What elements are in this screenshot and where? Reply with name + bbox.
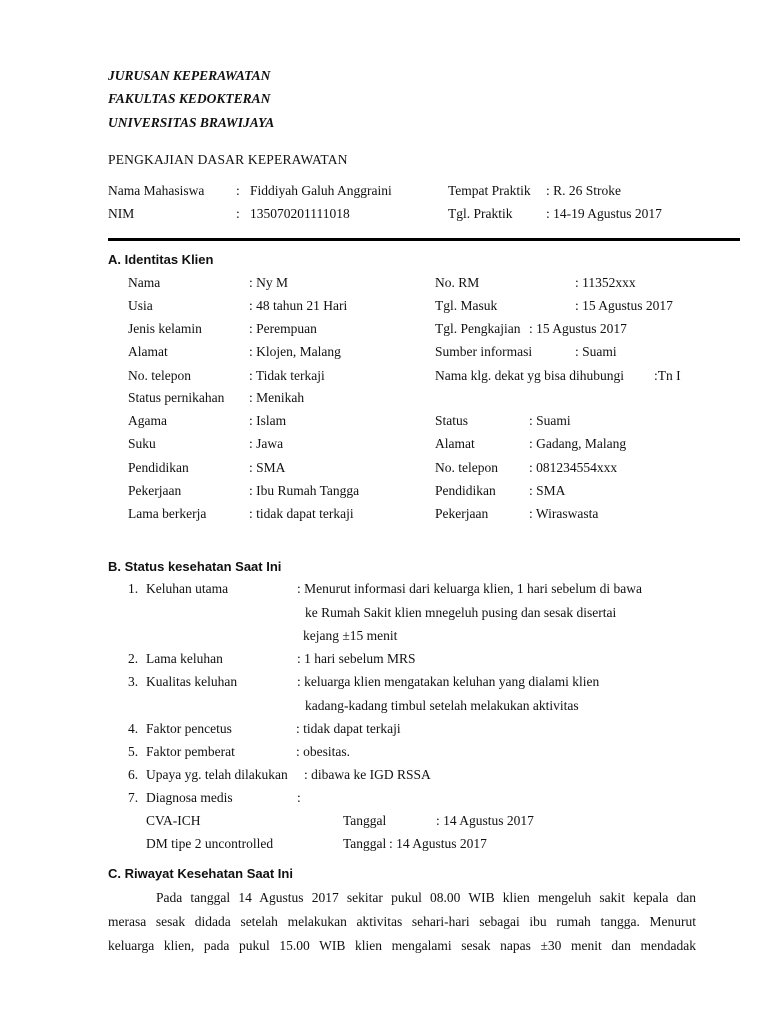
section-a-title: A. Identitas Klien	[108, 252, 214, 267]
field-value: : Menikah	[249, 390, 305, 405]
practice-place-value: : R. 26 Stroke	[546, 183, 622, 198]
field-label: Jenis kelamin	[128, 321, 202, 336]
field-label: Agama	[128, 413, 167, 428]
student-name-label: Nama Mahasiswa	[108, 183, 205, 198]
nim-value: 135070201111018	[250, 206, 350, 221]
item-value: kadang-kadang timbul setelah melakukan aktivitas	[305, 698, 579, 713]
field-label: Status pernikahan	[128, 390, 225, 405]
paragraph-line: Pada tanggal 14 Agustus 2017 sekitar pukul 08.00 WIB klien mengeluh sakit kepala dan	[156, 890, 696, 905]
diagnosis-name: CVA-ICH	[146, 813, 201, 828]
diagnosis-date-label: Tanggal	[343, 813, 387, 828]
field-value: : Ny M	[249, 275, 289, 290]
student-name-sep: :	[236, 183, 240, 198]
item-label: Kualitas keluhan	[146, 674, 238, 689]
paragraph-line: merasa sesak didada setelah melakukan aktivitas sehari-hari sebagai ibu rumah tangga. Menurut	[108, 914, 696, 929]
paragraph-line: keluarga klien, pada pukul 15.00 WIB klien mengalami sesak napas ±30 menit dan mendadak	[108, 938, 696, 953]
field-label: Pekerjaan	[435, 506, 489, 521]
field-label: Lama berkerja	[128, 506, 207, 521]
field-value: : Wiraswasta	[529, 506, 599, 521]
field-value: : 48 tahun 21 Hari	[249, 298, 348, 313]
field-value: : 15 Agustus 2017	[575, 298, 673, 313]
field-label: Nama klg. dekat yg bisa dihubungi	[435, 368, 624, 383]
field-value: : Islam	[249, 413, 287, 428]
field-label: No. telepon	[435, 460, 498, 475]
field-label: Pendidikan	[128, 460, 189, 475]
field-value: : Jawa	[249, 436, 284, 451]
faculty-heading: FAKULTAS KEDOKTERAN	[108, 91, 271, 106]
item-number: 2.	[128, 651, 139, 666]
item-value: ke Rumah Sakit klien mnegeluh pusing dan sesak disertai	[305, 605, 617, 620]
diagnosis-name: DM tipe 2 uncontrolled	[146, 836, 274, 851]
field-label: Pekerjaan	[128, 483, 182, 498]
field-value: : SMA	[249, 460, 286, 475]
section-c-title: C. Riwayat Kesehatan Saat Ini	[108, 866, 293, 881]
item-label: Keluhan utama	[146, 581, 229, 596]
item-number: 1.	[128, 581, 139, 596]
item-number: 5.	[128, 744, 139, 759]
item-label: Faktor pemberat	[146, 744, 235, 759]
item-label: Diagnosa medis	[146, 790, 233, 805]
student-name-value: Fiddiyah Galuh Anggraini	[250, 183, 392, 198]
field-value: : Ibu Rumah Tangga	[249, 483, 360, 498]
field-label: Usia	[128, 298, 153, 313]
field-label: No. telepon	[128, 368, 191, 383]
field-value: : Perempuan	[249, 321, 317, 336]
nim-label: NIM	[108, 206, 135, 221]
field-value: : tidak dapat terkaji	[249, 506, 354, 521]
item-label: Lama keluhan	[146, 651, 223, 666]
field-value: :Tn I	[654, 368, 681, 383]
diagnosis-date-value: : 14 Agustus 2017	[436, 813, 534, 828]
practice-date-value: : 14-19 Agustus 2017	[546, 206, 662, 221]
field-label: Pendidikan	[435, 483, 496, 498]
field-value: : Suami	[575, 344, 617, 359]
item-number: 3.	[128, 674, 139, 689]
item-number: 7.	[128, 790, 139, 805]
practice-date-label: Tgl. Praktik	[448, 206, 513, 221]
department-heading: JURUSAN KEPERAWATAN	[108, 68, 271, 83]
field-value: : Gadang, Malang	[529, 436, 627, 451]
field-label: Tgl. Masuk	[435, 298, 498, 313]
field-label: Tgl. Pengkajian	[435, 321, 521, 336]
diagnosis-date-label: Tanggal	[343, 836, 387, 851]
nim-sep: :	[236, 206, 240, 221]
item-label: Faktor pencetus	[146, 721, 232, 736]
item-value: : 1 hari sebelum MRS	[297, 651, 416, 666]
diagnosis-date-value: : 14 Agustus 2017	[389, 836, 487, 851]
item-value: : keluarga klien mengatakan keluhan yang dialami klien	[297, 674, 600, 689]
field-label: Alamat	[128, 344, 168, 359]
university-heading: UNIVERSITAS BRAWIJAYA	[108, 115, 275, 130]
header-divider	[108, 238, 740, 241]
field-value: : Tidak terkaji	[249, 368, 325, 383]
document-title: PENGKAJIAN DASAR KEPERAWATAN	[108, 152, 348, 167]
item-number: 6.	[128, 767, 139, 782]
field-label: Alamat	[435, 436, 475, 451]
item-value: kejang ±15 menit	[303, 628, 398, 643]
item-value: : dibawa ke IGD RSSA	[304, 767, 431, 782]
field-label: Suku	[128, 436, 156, 451]
field-value: : Klojen, Malang	[249, 344, 341, 359]
item-value: : Menurut informasi dari keluarga klien, 1 hari sebelum di bawa	[297, 581, 643, 596]
field-value: : Suami	[529, 413, 571, 428]
field-label: Nama	[128, 275, 161, 290]
item-value: : tidak dapat terkaji	[296, 721, 401, 736]
practice-place-label: Tempat Praktik	[448, 183, 531, 198]
field-value: : 11352xxx	[575, 275, 636, 290]
item-value: : obesitas.	[296, 744, 350, 759]
field-label: Sumber informasi	[435, 344, 533, 359]
field-label: Status	[435, 413, 469, 428]
item-number: 4.	[128, 721, 139, 736]
section-b-title: B. Status kesehatan Saat Ini	[108, 559, 282, 574]
field-value: : SMA	[529, 483, 566, 498]
item-value: :	[297, 790, 301, 805]
field-label: No. RM	[435, 275, 480, 290]
item-label: Upaya yg. telah dilakukan	[146, 767, 288, 782]
field-value: : 15 Agustus 2017	[529, 321, 627, 336]
field-value: : 081234554xxx	[529, 460, 618, 475]
